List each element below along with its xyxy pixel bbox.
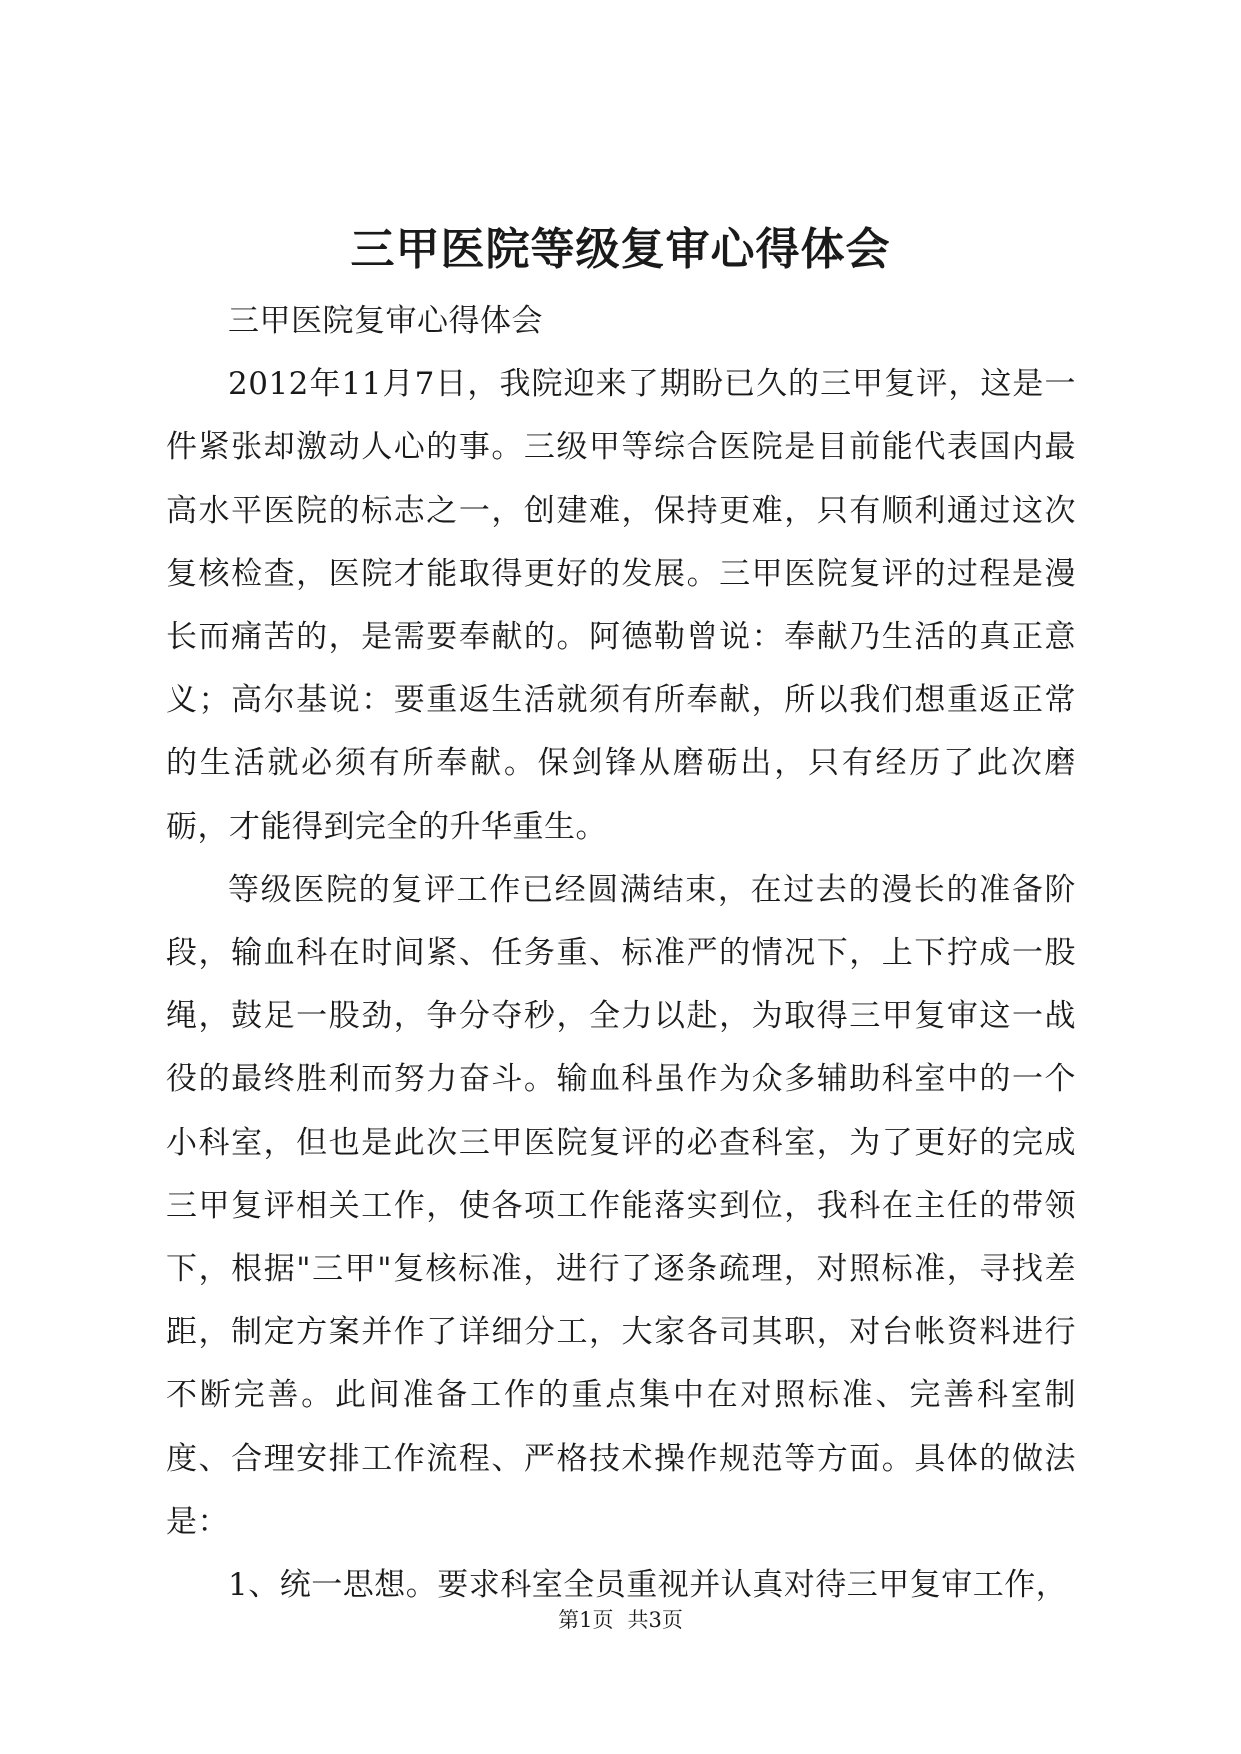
page-footer <box>0 1605 1241 1635</box>
page-total: 共3页 <box>627 1608 683 1632</box>
body-paragraph: 等级医院的复评工作已经圆满结束，在过去的漫长的准备阶段，输血科在时间紧、任务重、标准严的情况下，上下拧成一股绳，鼓足一股劲，争分夺秒，全力以赴，为取得三甲复审这一战役的最终胜利而努力奋斗。输血科虽作为众多辅助科室中的一个小科室，但也是此次三甲医院复评的必查科室，为了更好的完成三甲复评相关工作，使各项工作能落实到位，我科在主任的带领下，根据"三甲"复核标准，进行了逐条疏理，对照标准，寻找差距，制定方案并作了详细分工，大家各司其职，对台帐资料进行不断完善。此间准备工作的重点集中在对照标准、完善科室制度、合理安排工作流程、严格技术操作规范等方面。具体的做法是： <box>166 871 1076 1540</box>
subtitle-paragraph: 三甲医院复审心得体会 <box>228 303 543 339</box>
document-body <box>166 290 1076 1617</box>
document-title: 三甲医院等级复审心得体会 <box>350 224 891 275</box>
page-number: 第1页 <box>558 1608 614 1632</box>
body-paragraph: 2012年11月7日，我院迎来了期盼已久的三甲复评，这是一件紧张却激动人心的事。三级甲等综合医院是目前能代表国内最高水平医院的标志之一，创建难，保持更难，只有顺利通过这次复核检查，医院才能取得更好的发展。三甲医院复评的过程是漫长而痛苦的，是需要奉献的。阿德勒曾说：奉献乃生活的真正意义；高尔基说：要重返生活就须有所奉献，所以我们想重返正常的生活就必须有所奉献。保剑锋从磨砺出，只有经历了此次磨砺，才能得到完全的升华重生。 <box>166 366 1076 845</box>
body-paragraph: 1、统一思想。要求科室全员重视并认真对待三甲复审工作， <box>228 1567 1068 1604</box>
